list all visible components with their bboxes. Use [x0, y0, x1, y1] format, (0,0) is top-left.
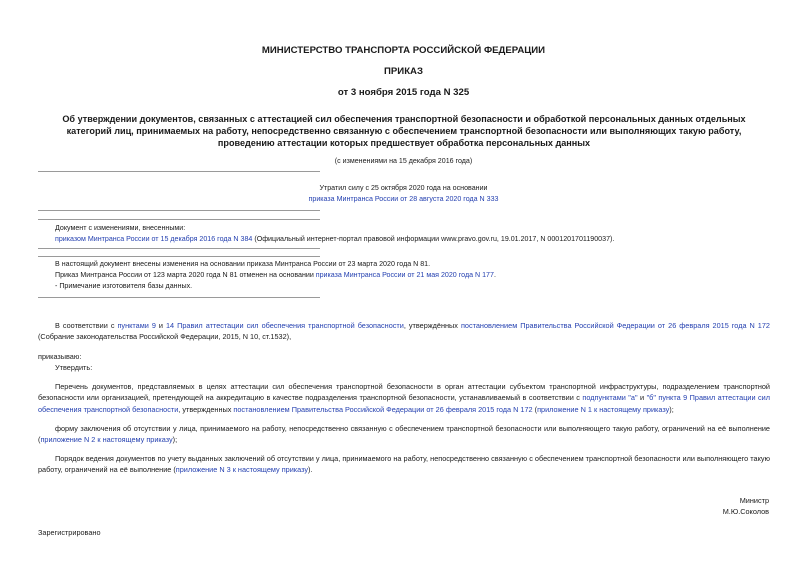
link-pt9[interactable]: пунктами 9 — [117, 321, 156, 330]
registered-label: Зарегистрировано — [38, 528, 101, 537]
item3-paragraph: Порядок ведения документов по учету выданных заключений об отсутствии у лица, принимаемого на работу, непосредственно связанную с обеспечением транспортной безопасности или выполняющего такую работу, ограничений на её выполнение (приложение N 3 к настоящему приказу). — [38, 454, 770, 475]
amendments-note: (с изменениями на 15 декабря 2016 года) — [334, 157, 473, 165]
date-number-heading: от 3 ноября 2015 года N 325 — [337, 87, 470, 98]
link-pt14-rules[interactable]: 14 Правил аттестации сил обеспечения транспортной безопасности — [165, 321, 404, 330]
item1-paragraph: Перечень документов, представляемых в целях аттестации сил обеспечения транспортной безопасности в орган аттестации субъектом транспортной инфраструктуры, подразделением транспортной безопасности или организацией, претендующей на аккредитацию в качестве подразделения транспортной безопасности, устанавливаемый в соответствии с подпунктами "а" и "б" пункта 9 Правил аттестации сил обеспечения транспортной безопасности, утвержденных постановлением Правительства Российской Федерации от 26 февраля 2015 года N 172 (приложение N 1 к настоящему приказу); — [38, 382, 770, 414]
note-link[interactable]: приказа Минтранса России от 21 мая 2020 года N 177 — [315, 271, 494, 279]
divider — [38, 219, 320, 220]
link-subpt-a[interactable]: подпунктами "а" — [582, 393, 638, 403]
amend-link[interactable]: приказом Минтранса России от 15 декабря 2016 года N 384 — [55, 235, 253, 243]
divider — [38, 171, 320, 172]
preamble-paragraph: В соответствии с пунктами 9 и 14 Правил аттестации сил обеспечения транспортной безопасности, утверждённых постановлением Правительства Российской Федерации от 26 февраля 2015 года N 172 (Собрание законодательства Российской Федерации, 2015, N 10, ст.1532), — [38, 321, 770, 342]
status-link[interactable]: приказа Минтранса России от 28 августа 2020 года N 333 — [308, 195, 499, 203]
ministry-heading: МИНИСТЕРСТВО ТРАНСПОРТА РОССИЙСКОЙ ФЕДЕРАЦИИ — [261, 45, 546, 56]
amend-line — [55, 234, 775, 245]
amend-label: Документ с изменениями, внесенными: — [55, 224, 186, 232]
link-appendix-1[interactable]: приложение N 1 к настоящему приказу — [537, 404, 670, 414]
link-subpt-b[interactable]: "б" пункта 9 Правил аттестации сил обеспечения транспортной безопасности — [38, 393, 770, 414]
signature-name: М.Ю.Соколов — [722, 507, 769, 516]
order-word: приказываю: — [38, 352, 82, 361]
status-text: Утратил силу с 25 октября 2020 года на основании — [319, 184, 488, 192]
approve-word: Утвердить: — [55, 363, 93, 372]
link-appendix-2[interactable]: приложение N 2 к настоящему приказу — [40, 435, 173, 445]
note-line1: В настоящий документ внесены изменения на основании приказа Минтранса России от 23 марта 2020 года N 81. — [55, 260, 431, 268]
document-title: Об утверждении документов, связанных с аттестацией сил обеспечения транспортной безопасности и обработкой персональных данных отдельных категорий лиц, принимаемых на работу, непосредственно связанную с обеспечением транспортной безопасности или выполняющих такую работу, проведению аттестации которых предшествует обработка персональных данных — [62, 114, 746, 148]
divider — [38, 210, 320, 211]
divider — [38, 256, 320, 257]
link-appendix-3[interactable]: приложение N 3 к настоящему приказу — [175, 465, 309, 475]
item2-paragraph: форму заключения об отсутствии у лица, принимаемого на работу, непосредственно связанную с обеспечением транспортной безопасности или выполняющего такую работу, ограничений на её выполнение (приложение N 2 к настоящему приказу); — [38, 424, 770, 445]
note-line2: Приказ Минтранса России от 123 марта 2020 года N 81 отменен на основании приказа Минтранса России от 21 мая 2020 года N 177. — [55, 271, 496, 279]
link-gov-decree-2[interactable]: постановлением Правительства Российской Федерации от 26 февраля 2015 года N 172 — [233, 404, 533, 414]
signature-position: Министр — [739, 496, 769, 505]
link-gov-decree[interactable]: постановлением Правительства Российской Федерации от 26 февраля 2015 года N 172 — [460, 321, 770, 330]
note-line3: - Примечание изготовителя базы данных. — [55, 282, 193, 290]
doc-type-heading: ПРИКАЗ — [384, 66, 423, 77]
divider — [38, 248, 320, 249]
divider — [38, 297, 320, 298]
amend-rest: (Официальный интернет-портал правовой информации www.pravo.gov.ru, 19.01.2017, N 0001201701190037). — [252, 235, 615, 243]
